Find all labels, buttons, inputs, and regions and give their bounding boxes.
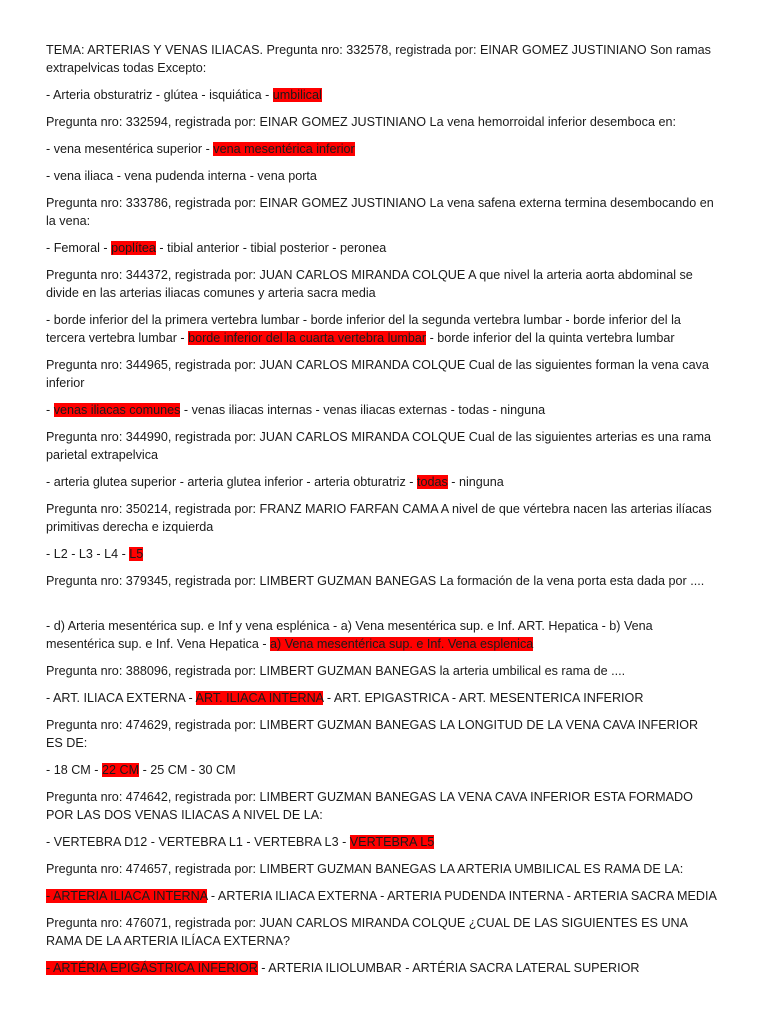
highlighted-correct-answer: borde inferior del la cuarta vertebra lumbar [188, 331, 427, 345]
answer-options-paragraph [46, 761, 718, 779]
highlighted-correct-answer: venas iliacas comunes [53, 403, 181, 417]
highlighted-correct-answer: - ARTERIA ILIACA INTERNA [46, 889, 208, 903]
question-paragraph [46, 500, 718, 536]
text-segment: - venas iliacas internas - venas iliacas externas - todas - ninguna [180, 403, 546, 417]
blank-line [46, 599, 718, 617]
text-segment: - ART. EPIGASTRICA - ART. MESENTERICA INFERIOR [323, 691, 644, 705]
text-segment: - borde inferior del la primera vertebra lumbar - borde inferior del la segunda vertebra lumbar - borde inferior del la tercera vertebra lumbar - [46, 313, 681, 345]
highlighted-correct-answer: todas [416, 475, 448, 489]
text-segment: Pregunta nro: 350214, registrada por: FRANZ MARIO FARFAN CAMA A nivel de que vértebra nacen las arterias ilíacas primitivas derecha e izquierda [46, 502, 712, 534]
answer-options-paragraph [46, 86, 718, 104]
text-segment: - Femoral - [46, 241, 112, 255]
highlighted-correct-answer: a) Vena mesentérica sup. e Inf. Vena esplenica [270, 637, 534, 651]
highlighted-correct-answer: - ARTÉRIA EPIGÁSTRICA INFERIOR [46, 961, 258, 975]
text-segment: - vena mesentérica superior - [46, 142, 214, 156]
text-segment: - d) Arteria mesentérica sup. e Inf y vena esplénica - a) Vena mesentérica sup. e Inf. ART. Hepatica - b) Vena mesentérica sup. e Inf. Vena Hepatica - [46, 619, 653, 651]
text-segment: - [46, 403, 54, 417]
answer-options-paragraph [46, 473, 718, 491]
text-segment: - vena iliaca - vena pudenda interna - vena porta [46, 169, 317, 183]
text-segment: - ARTERIA ILIOLUMBAR - ARTÉRIA SACRA LATERAL SUPERIOR [257, 961, 640, 975]
text-segment: - L2 - L3 - L4 - [46, 547, 130, 561]
highlighted-correct-answer: umbilical [272, 88, 322, 102]
text-segment: Pregunta nro: 474657, registrada por: LIMBERT GUZMAN BANEGAS LA ARTERIA UMBILICAL ES RAMA DE LA: [46, 862, 684, 876]
answer-options-paragraph [46, 689, 718, 707]
highlighted-correct-answer: 22 CM [101, 763, 140, 777]
text-segment: Pregunta nro: 474642, registrada por: LIMBERT GUZMAN BANEGAS LA VENA CAVA INFERIOR ESTA FORMADO POR LAS DOS VENAS ILIACAS A NIVEL DE LA: [46, 790, 693, 822]
question-paragraph [46, 428, 718, 464]
question-paragraph [46, 860, 718, 878]
text-segment: - tibial anterior - tibial posterior - peronea [155, 241, 387, 255]
answer-options-paragraph [46, 833, 718, 851]
answer-options-paragraph [46, 140, 718, 158]
answer-options-paragraph [46, 239, 718, 257]
text-segment: Pregunta nro: 333786, registrada por: EINAR GOMEZ JUSTINIANO La vena safena externa termina desembocando en la vena: [46, 196, 714, 228]
text-segment: Pregunta nro: 344965, registrada por: JUAN CARLOS MIRANDA COLQUE Cual de las siguientes forman la vena cava inferior [46, 358, 709, 390]
question-paragraph [46, 113, 718, 131]
answer-options-paragraph [46, 887, 718, 905]
question-paragraph [46, 266, 718, 302]
answer-options-paragraph [46, 545, 718, 563]
text-segment: - ART. ILIACA EXTERNA - [46, 691, 196, 705]
text-segment: Pregunta nro: 388096, registrada por: LIMBERT GUZMAN BANEGAS la arteria umbilical es rama de .... [46, 664, 626, 678]
question-paragraph [46, 788, 718, 824]
question-paragraph [46, 572, 718, 590]
answer-options-paragraph [46, 311, 718, 347]
text-segment: - Arteria obsturatriz - glútea - isquiática - [46, 88, 273, 102]
highlighted-correct-answer: VERTEBRA L5 [349, 835, 435, 849]
question-paragraph [46, 41, 718, 77]
answer-options-paragraph [46, 167, 718, 185]
text-segment: - ARTERIA ILIACA EXTERNA - ARTERIA PUDENDA INTERNA - ARTERIA SACRA MEDIA [207, 889, 717, 903]
text-segment: Pregunta nro: 379345, registrada por: LIMBERT GUZMAN BANEGAS La formación de la vena porta esta dada por .... [46, 574, 705, 588]
text-segment: - 25 CM - 30 CM [139, 763, 236, 777]
text-segment: Pregunta nro: 344990, registrada por: JUAN CARLOS MIRANDA COLQUE Cual de las siguientes arterias es una rama parietal extrapelvica [46, 430, 711, 462]
question-paragraph [46, 662, 718, 680]
question-paragraph [46, 716, 718, 752]
text-segment: TEMA: ARTERIAS Y VENAS ILIACAS. Pregunta nro: 332578, registrada por: EINAR GOMEZ JUSTINIANO Son ramas extrapelvicas todas Excepto: [46, 43, 711, 75]
answer-options-paragraph [46, 617, 718, 653]
question-paragraph [46, 194, 718, 230]
text-segment: Pregunta nro: 344372, registrada por: JUAN CARLOS MIRANDA COLQUE A que nivel la arteria aorta abdominal se divide en las arterias iliacas comunes y arteria sacra media [46, 268, 693, 300]
highlighted-correct-answer: vena mesentérica inferior [213, 142, 355, 156]
text-segment: - borde inferior del la quinta vertebra lumbar [426, 331, 675, 345]
highlighted-correct-answer: poplítea [111, 241, 156, 255]
text-segment: - VERTEBRA D12 - VERTEBRA L1 - VERTEBRA L3 - [46, 835, 350, 849]
text-segment: Pregunta nro: 474629, registrada por: LIMBERT GUZMAN BANEGAS LA LONGITUD DE LA VENA CAVA INFERIOR ES DE: [46, 718, 699, 750]
highlighted-correct-answer: L5 [129, 547, 144, 561]
question-paragraph [46, 356, 718, 392]
highlighted-correct-answer: ART. ILIACA INTERNA [195, 691, 324, 705]
text-segment: - 18 CM - [46, 763, 102, 777]
text-segment: - ninguna [447, 475, 504, 489]
text-segment: Pregunta nro: 476071, registrada por: JUAN CARLOS MIRANDA COLQUE ¿CUAL DE LAS SIGUIENTES ES UNA RAMA DE LA ARTERIA ILÍACA EXTERNA? [46, 916, 688, 948]
text-segment: Pregunta nro: 332594, registrada por: EINAR GOMEZ JUSTINIANO La vena hemorroidal inferior desemboca en: [46, 115, 676, 129]
question-paragraph [46, 914, 718, 950]
answer-options-paragraph [46, 959, 718, 977]
text-segment: - arteria glutea superior - arteria glutea inferior - arteria obturatriz - [46, 475, 417, 489]
answer-options-paragraph [46, 401, 718, 419]
